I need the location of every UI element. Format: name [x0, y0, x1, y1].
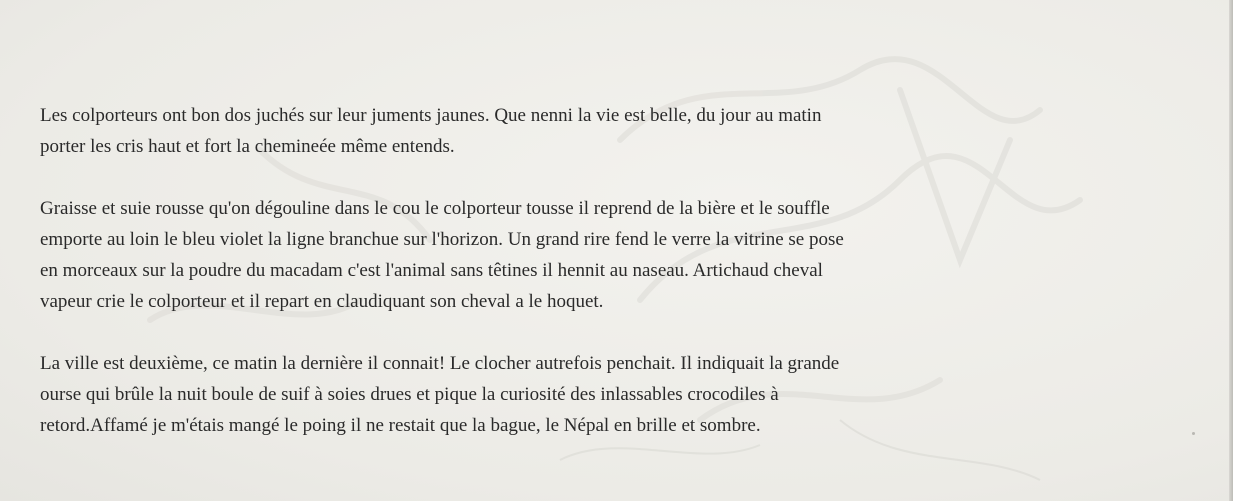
paragraph-2-line-2: emporte au loin le bleu violet la ligne branchue sur l'horizon. Un grand rire fend le verre la vitrine se pose	[40, 229, 844, 250]
paragraph-1	[40, 100, 1170, 162]
paragraph-3-line-3: retord.Affamé je m'étais mangé le poing il ne restait que la bague, le Népal en brille et sombre.	[40, 415, 761, 436]
paragraph-2	[40, 193, 1170, 317]
paragraph-2-line-3: en morceaux sur la poudre du macadam c'est l'animal sans têtines il hennit au naseau. Artichaud cheval	[40, 260, 823, 281]
paragraph-2-line-4: vapeur crie le colporteur et il repart en claudiquant son cheval a le hoquet.	[40, 291, 604, 312]
page-edge	[1229, 0, 1233, 501]
paragraph-1-line-1: Les colporteurs ont bon dos juchés sur leur juments jaunes. Que nenni la vie est belle, du jour au matin	[40, 105, 822, 126]
paper-speck	[1192, 432, 1195, 435]
paragraph-spacer	[40, 317, 1170, 348]
paragraph-2-line-1: Graisse et suie rousse qu'on dégouline dans le cou le colporteur tousse il reprend de la bière et le souffle	[40, 198, 830, 219]
paragraph-spacer	[40, 162, 1170, 193]
paragraph-1-line-2: porter les cris haut et fort la chemineée même entends.	[40, 136, 455, 157]
paragraph-3-line-2: ourse qui brûle la nuit boule de suif à soies drues et pique la curiosité des inlassables crocodiles à	[40, 384, 779, 405]
paragraph-3-line-1: La ville est deuxième, ce matin la dernière il connait! Le clocher autrefois penchait. Il indiquait la grande	[40, 353, 840, 374]
paragraph-3	[40, 348, 1170, 441]
prose-text	[40, 100, 1170, 441]
